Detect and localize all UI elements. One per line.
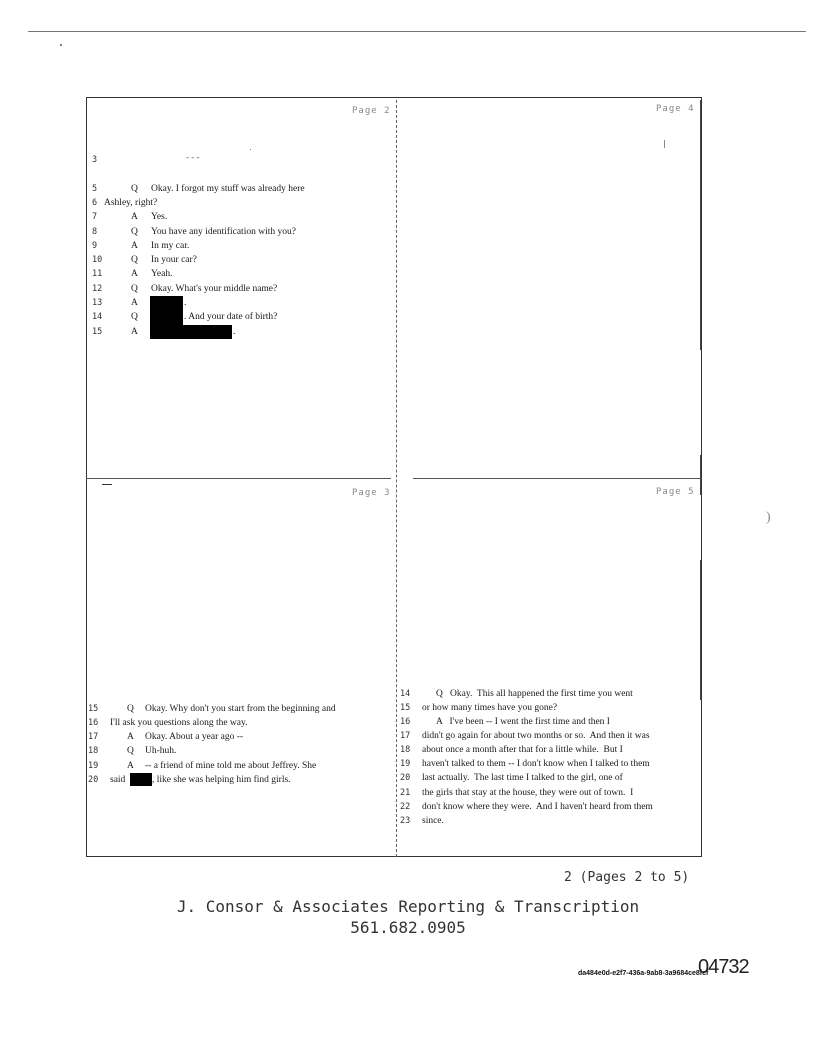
line-number: 8 xyxy=(92,227,98,237)
line-text: Yeah. xyxy=(151,269,173,279)
line-number: 21 xyxy=(400,788,411,798)
transcript-line xyxy=(400,771,700,785)
row-divider-left xyxy=(86,478,391,479)
line-number: 15 xyxy=(400,703,411,713)
page-range: 2 (Pages 2 to 5) xyxy=(564,870,690,885)
line-text: . And your date of birth? xyxy=(184,312,278,322)
transcript-line xyxy=(92,310,392,324)
line-text: since. xyxy=(422,816,444,826)
line-text: Okay. I forgot my stuff was already here xyxy=(151,184,305,194)
page-label-2: Page 2 xyxy=(352,106,391,116)
line-number: 19 xyxy=(400,759,411,769)
scan-speck xyxy=(60,44,62,46)
line-number: 9 xyxy=(92,241,98,251)
reporter-company: J. Consor & Associates Reporting & Transcription xyxy=(176,897,640,916)
speaker-label: Q xyxy=(131,284,138,294)
line-number: 3 xyxy=(92,155,98,165)
transcript-line xyxy=(92,325,392,339)
bates-number: 04732 xyxy=(698,956,749,978)
line-number: 7 xyxy=(92,212,98,222)
line-text: Okay. About a year ago -- xyxy=(145,732,244,742)
line-number: 14 xyxy=(400,689,411,699)
speaker-label: A xyxy=(131,241,138,251)
line-text: don't know where they were. And I haven't heard from them xyxy=(422,802,653,812)
line-text: -- a friend of mine told me about Jeffrey. She xyxy=(145,761,317,771)
line-number: 19 xyxy=(88,761,99,771)
line-text: A I've been -- I went the first time and then I xyxy=(436,717,610,727)
scan-speck xyxy=(250,149,251,150)
transcript-line xyxy=(92,153,392,167)
line-text: In my car. xyxy=(151,241,190,251)
scan-speck xyxy=(664,140,665,148)
page-label-4: Page 4 xyxy=(656,104,695,114)
scan-mark: ) xyxy=(766,510,771,525)
line-text: Q Okay. This all happened the first time you went xyxy=(436,689,633,699)
speaker-label: Q xyxy=(131,255,138,265)
line-text: about once a month after that for a little while. But I xyxy=(422,745,623,755)
line-number: 18 xyxy=(400,745,411,755)
line-text: , like she was helping him find girls. xyxy=(152,775,291,785)
line-text: You have any identification with you? xyxy=(151,227,296,237)
document-id: da484e0d-e2f7-436a-9ab8-3a9684ce8fcf xyxy=(578,970,709,977)
line-text: Yes. xyxy=(151,212,168,222)
transcript-line xyxy=(400,687,700,701)
line-text: said xyxy=(110,775,126,785)
line-text: or how many times have you gone? xyxy=(422,703,558,713)
line-number: 15 xyxy=(88,704,99,714)
line-text: . xyxy=(184,298,187,308)
transcript-line xyxy=(92,196,392,210)
line-number: 14 xyxy=(92,312,103,322)
line-number: 17 xyxy=(400,731,411,741)
speaker-label: A xyxy=(131,212,138,222)
transcript-line xyxy=(400,814,700,828)
line-number: 22 xyxy=(400,802,411,812)
transcript-line xyxy=(92,296,392,310)
transcript-line xyxy=(88,744,392,758)
redaction-box xyxy=(150,296,183,326)
line-number: 5 xyxy=(92,184,98,194)
redaction-box xyxy=(130,773,152,786)
transcript-line xyxy=(400,743,700,757)
line-number: 16 xyxy=(400,717,411,727)
top-rule xyxy=(28,31,806,32)
line-text: Ashley, right? xyxy=(104,198,158,208)
transcript-line xyxy=(92,282,392,296)
transcript-line xyxy=(88,730,392,744)
transcript-line xyxy=(400,701,700,715)
line-text: Okay. Why don't you start from the beginning and xyxy=(145,704,336,714)
line-text: Okay. What's your middle name? xyxy=(151,284,278,294)
transcript-line xyxy=(92,253,392,267)
page-label-3: Page 3 xyxy=(352,488,391,498)
line-number: 10 xyxy=(92,255,103,265)
right-edge-line xyxy=(700,455,701,495)
speaker-label: Q xyxy=(131,227,138,237)
speaker-label: A xyxy=(131,327,138,337)
redaction-box xyxy=(150,325,232,339)
transcript-line xyxy=(88,773,392,787)
transcript-line xyxy=(88,759,392,773)
speaker-label: A xyxy=(131,269,138,279)
row-divider-right xyxy=(413,478,702,479)
line-number: 11 xyxy=(92,269,103,279)
speaker-label: Q xyxy=(131,312,138,322)
line-number: 13 xyxy=(92,298,103,308)
transcript-line xyxy=(400,729,700,743)
line-number: 17 xyxy=(88,732,99,742)
right-edge-line xyxy=(700,100,701,350)
speaker-label: Q xyxy=(127,704,134,714)
transcript-line xyxy=(92,210,392,224)
speaker-label: Q xyxy=(131,184,138,194)
line-number: 6 xyxy=(92,198,98,208)
line-number: 20 xyxy=(400,773,411,783)
speaker-label: A xyxy=(131,298,138,308)
line-text: didn't go again for about two months or so. And then it was xyxy=(422,731,650,741)
line-number: 12 xyxy=(92,284,103,294)
right-edge-line xyxy=(700,560,701,700)
page-label-5: Page 5 xyxy=(656,487,695,497)
transcript-line xyxy=(92,182,392,196)
transcript-line xyxy=(92,267,392,281)
transcript-line xyxy=(92,225,392,239)
line-text: I'll ask you questions along the way. xyxy=(110,718,248,728)
line-number: 18 xyxy=(88,746,99,756)
speaker-label: A xyxy=(127,732,134,742)
line-number: 16 xyxy=(88,718,99,728)
transcript-line xyxy=(400,715,700,729)
transcript-line xyxy=(88,716,392,730)
line-text: In your car? xyxy=(151,255,197,265)
line-text: haven't talked to them -- I don't know when I talked to them xyxy=(422,759,650,769)
transcript-line xyxy=(400,800,700,814)
stray-mark: - - - xyxy=(186,152,200,162)
line-text: . xyxy=(233,327,236,337)
transcript-line xyxy=(88,702,392,716)
speaker-label: Q xyxy=(127,746,134,756)
transcript-line xyxy=(400,786,700,800)
transcript-line xyxy=(400,757,700,771)
line-text: Uh-huh. xyxy=(145,746,177,756)
reporter-phone: 561.682.0905 xyxy=(350,918,466,937)
line-number: 15 xyxy=(92,327,103,337)
line-number: 23 xyxy=(400,816,411,826)
scan-dash xyxy=(102,484,112,485)
transcript-line xyxy=(92,239,392,253)
line-text: the girls that stay at the house, they were out of town. I xyxy=(422,788,634,798)
speaker-label: A xyxy=(127,761,134,771)
line-text: last actually. The last time I talked to the girl, one of xyxy=(422,773,623,783)
line-number: 20 xyxy=(88,775,99,785)
column-divider xyxy=(396,100,398,857)
